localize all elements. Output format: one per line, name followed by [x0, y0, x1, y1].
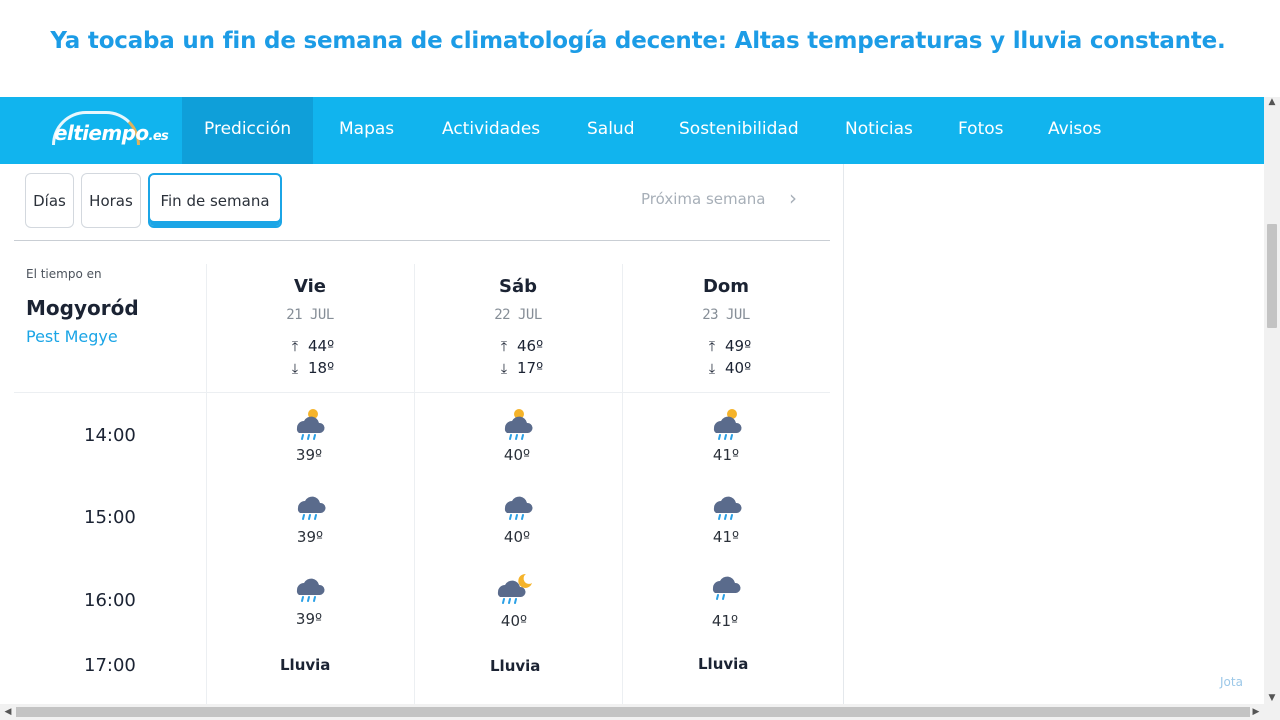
tabs-divider	[14, 240, 830, 241]
vertical-scroll-thumb[interactable]	[1267, 224, 1277, 328]
min-temp-value: 40º	[725, 359, 752, 377]
forecast-cell	[279, 406, 339, 464]
nav-avisos[interactable]: Avisos	[1048, 119, 1102, 139]
max-temp	[705, 337, 751, 355]
min-temp	[288, 359, 334, 377]
arrow-down-icon: ⤓	[500, 361, 508, 377]
day-header-vie	[206, 276, 414, 323]
nav-noticias[interactable]: Noticias	[845, 119, 913, 139]
hour-label: 14:00	[84, 425, 136, 446]
scroll-right-icon[interactable]: ▶	[1252, 707, 1260, 717]
arrow-up-icon: ⤒	[708, 339, 716, 355]
condition-label: Lluvia	[698, 655, 749, 673]
column-divider	[206, 264, 207, 704]
forecast-cell	[279, 572, 339, 628]
day-name: Sáb	[499, 276, 537, 297]
tab-horas[interactable]: Horas	[81, 173, 141, 228]
hour-label: 16:00	[84, 590, 136, 611]
max-temp-value: 46º	[517, 337, 544, 355]
day-header-dom	[622, 276, 830, 323]
header-divider	[14, 392, 830, 393]
logo-text	[54, 121, 168, 145]
hour-temp: 39º	[295, 610, 323, 628]
min-temp-value: 18º	[308, 359, 335, 377]
day-date: 23 JUL	[702, 307, 750, 323]
hour-temp: 41º	[712, 528, 740, 546]
cloud-sun-rain-icon	[289, 406, 329, 444]
cloud-rain-icon	[289, 572, 329, 608]
day-date: 21 JUL	[286, 307, 334, 323]
cloud-moon-rain-icon	[492, 572, 536, 610]
horizontal-scroll-thumb[interactable]	[16, 707, 1250, 717]
condition-label: Lluvia	[490, 657, 541, 675]
location-label: El tiempo en	[26, 267, 102, 281]
forecast-cell	[696, 406, 756, 464]
caption-heading: Ya tocaba un fin de semana de climatología decente: Altas temperaturas y lluvia constante.	[50, 28, 1226, 54]
hour-temp: 39º	[295, 446, 323, 464]
sidebar-divider	[843, 164, 844, 704]
tab-fin-de-semana[interactable]: Fin de semana	[148, 173, 282, 228]
max-temp-value: 49º	[725, 337, 752, 355]
min-temp-value: 17º	[517, 359, 544, 377]
cloud-rain-icon	[706, 490, 746, 526]
vertical-scrollbar[interactable]	[1264, 97, 1280, 704]
forecast-cell	[487, 406, 547, 464]
author-watermark: Jota	[1220, 675, 1243, 689]
hour-temp: 41º	[711, 612, 739, 630]
hour-temp: 41º	[712, 446, 740, 464]
nav-mapas[interactable]: Mapas	[339, 119, 395, 139]
cloud-sun-rain-icon	[497, 406, 537, 444]
cloud-rain-icon	[290, 490, 330, 526]
location-name: Mogyoród	[26, 296, 139, 320]
hour-temp: 39º	[296, 528, 324, 546]
eltiempo-logo[interactable]	[48, 107, 168, 153]
next-week-link[interactable]: Próxima semana	[641, 190, 766, 208]
min-temp	[497, 359, 543, 377]
hour-temp: 40º	[503, 528, 531, 546]
chevron-right-icon[interactable]: ›	[789, 186, 797, 210]
scroll-down-icon[interactable]: ▼	[1268, 693, 1276, 703]
cloud-moon-rain-icon	[705, 572, 745, 610]
day-name: Vie	[294, 276, 326, 297]
arrow-down-icon: ⤓	[291, 361, 299, 377]
arrow-up-icon: ⤒	[500, 339, 508, 355]
day-header-sab	[414, 276, 622, 323]
top-navbar	[0, 97, 1264, 164]
column-divider	[414, 264, 415, 704]
max-temp-value: 44º	[308, 337, 335, 355]
logo-brand: eltiempo	[54, 121, 149, 145]
forecast-cell	[695, 572, 755, 630]
condition-label: Lluvia	[280, 656, 331, 674]
forecast-cell	[696, 490, 756, 546]
day-name: Dom	[702, 276, 750, 297]
location-region[interactable]: Pest Megye	[26, 327, 118, 346]
scroll-up-icon[interactable]: ▲	[1268, 97, 1276, 107]
nav-actividades[interactable]: Actividades	[442, 119, 541, 139]
cloud-rain-icon	[497, 490, 537, 526]
arrow-down-icon: ⤓	[708, 361, 716, 377]
nav-fotos[interactable]: Fotos	[958, 119, 1004, 139]
min-temp	[705, 359, 751, 377]
max-temp	[288, 337, 334, 355]
tab-dias[interactable]: Días	[25, 173, 74, 228]
max-temp	[497, 337, 543, 355]
arrow-up-icon: ⤒	[291, 339, 299, 355]
hour-label: 15:00	[84, 507, 136, 528]
scroll-left-icon[interactable]: ◀	[4, 707, 12, 717]
logo-ext: .es	[148, 129, 169, 144]
nav-prediccion[interactable]: Predicción	[182, 97, 313, 164]
hour-temp: 40º	[503, 446, 531, 464]
forecast-cell	[487, 490, 547, 546]
column-divider	[622, 264, 623, 704]
forecast-cell	[280, 490, 340, 546]
cloud-sun-rain-icon	[706, 406, 746, 444]
forecast-cell	[484, 572, 544, 630]
day-date: 22 JUL	[494, 307, 542, 323]
nav-sostenibilidad[interactable]: Sostenibilidad	[679, 119, 799, 139]
hour-label: 17:00	[84, 655, 136, 676]
hour-temp: 40º	[500, 612, 528, 630]
nav-salud[interactable]: Salud	[587, 119, 635, 139]
